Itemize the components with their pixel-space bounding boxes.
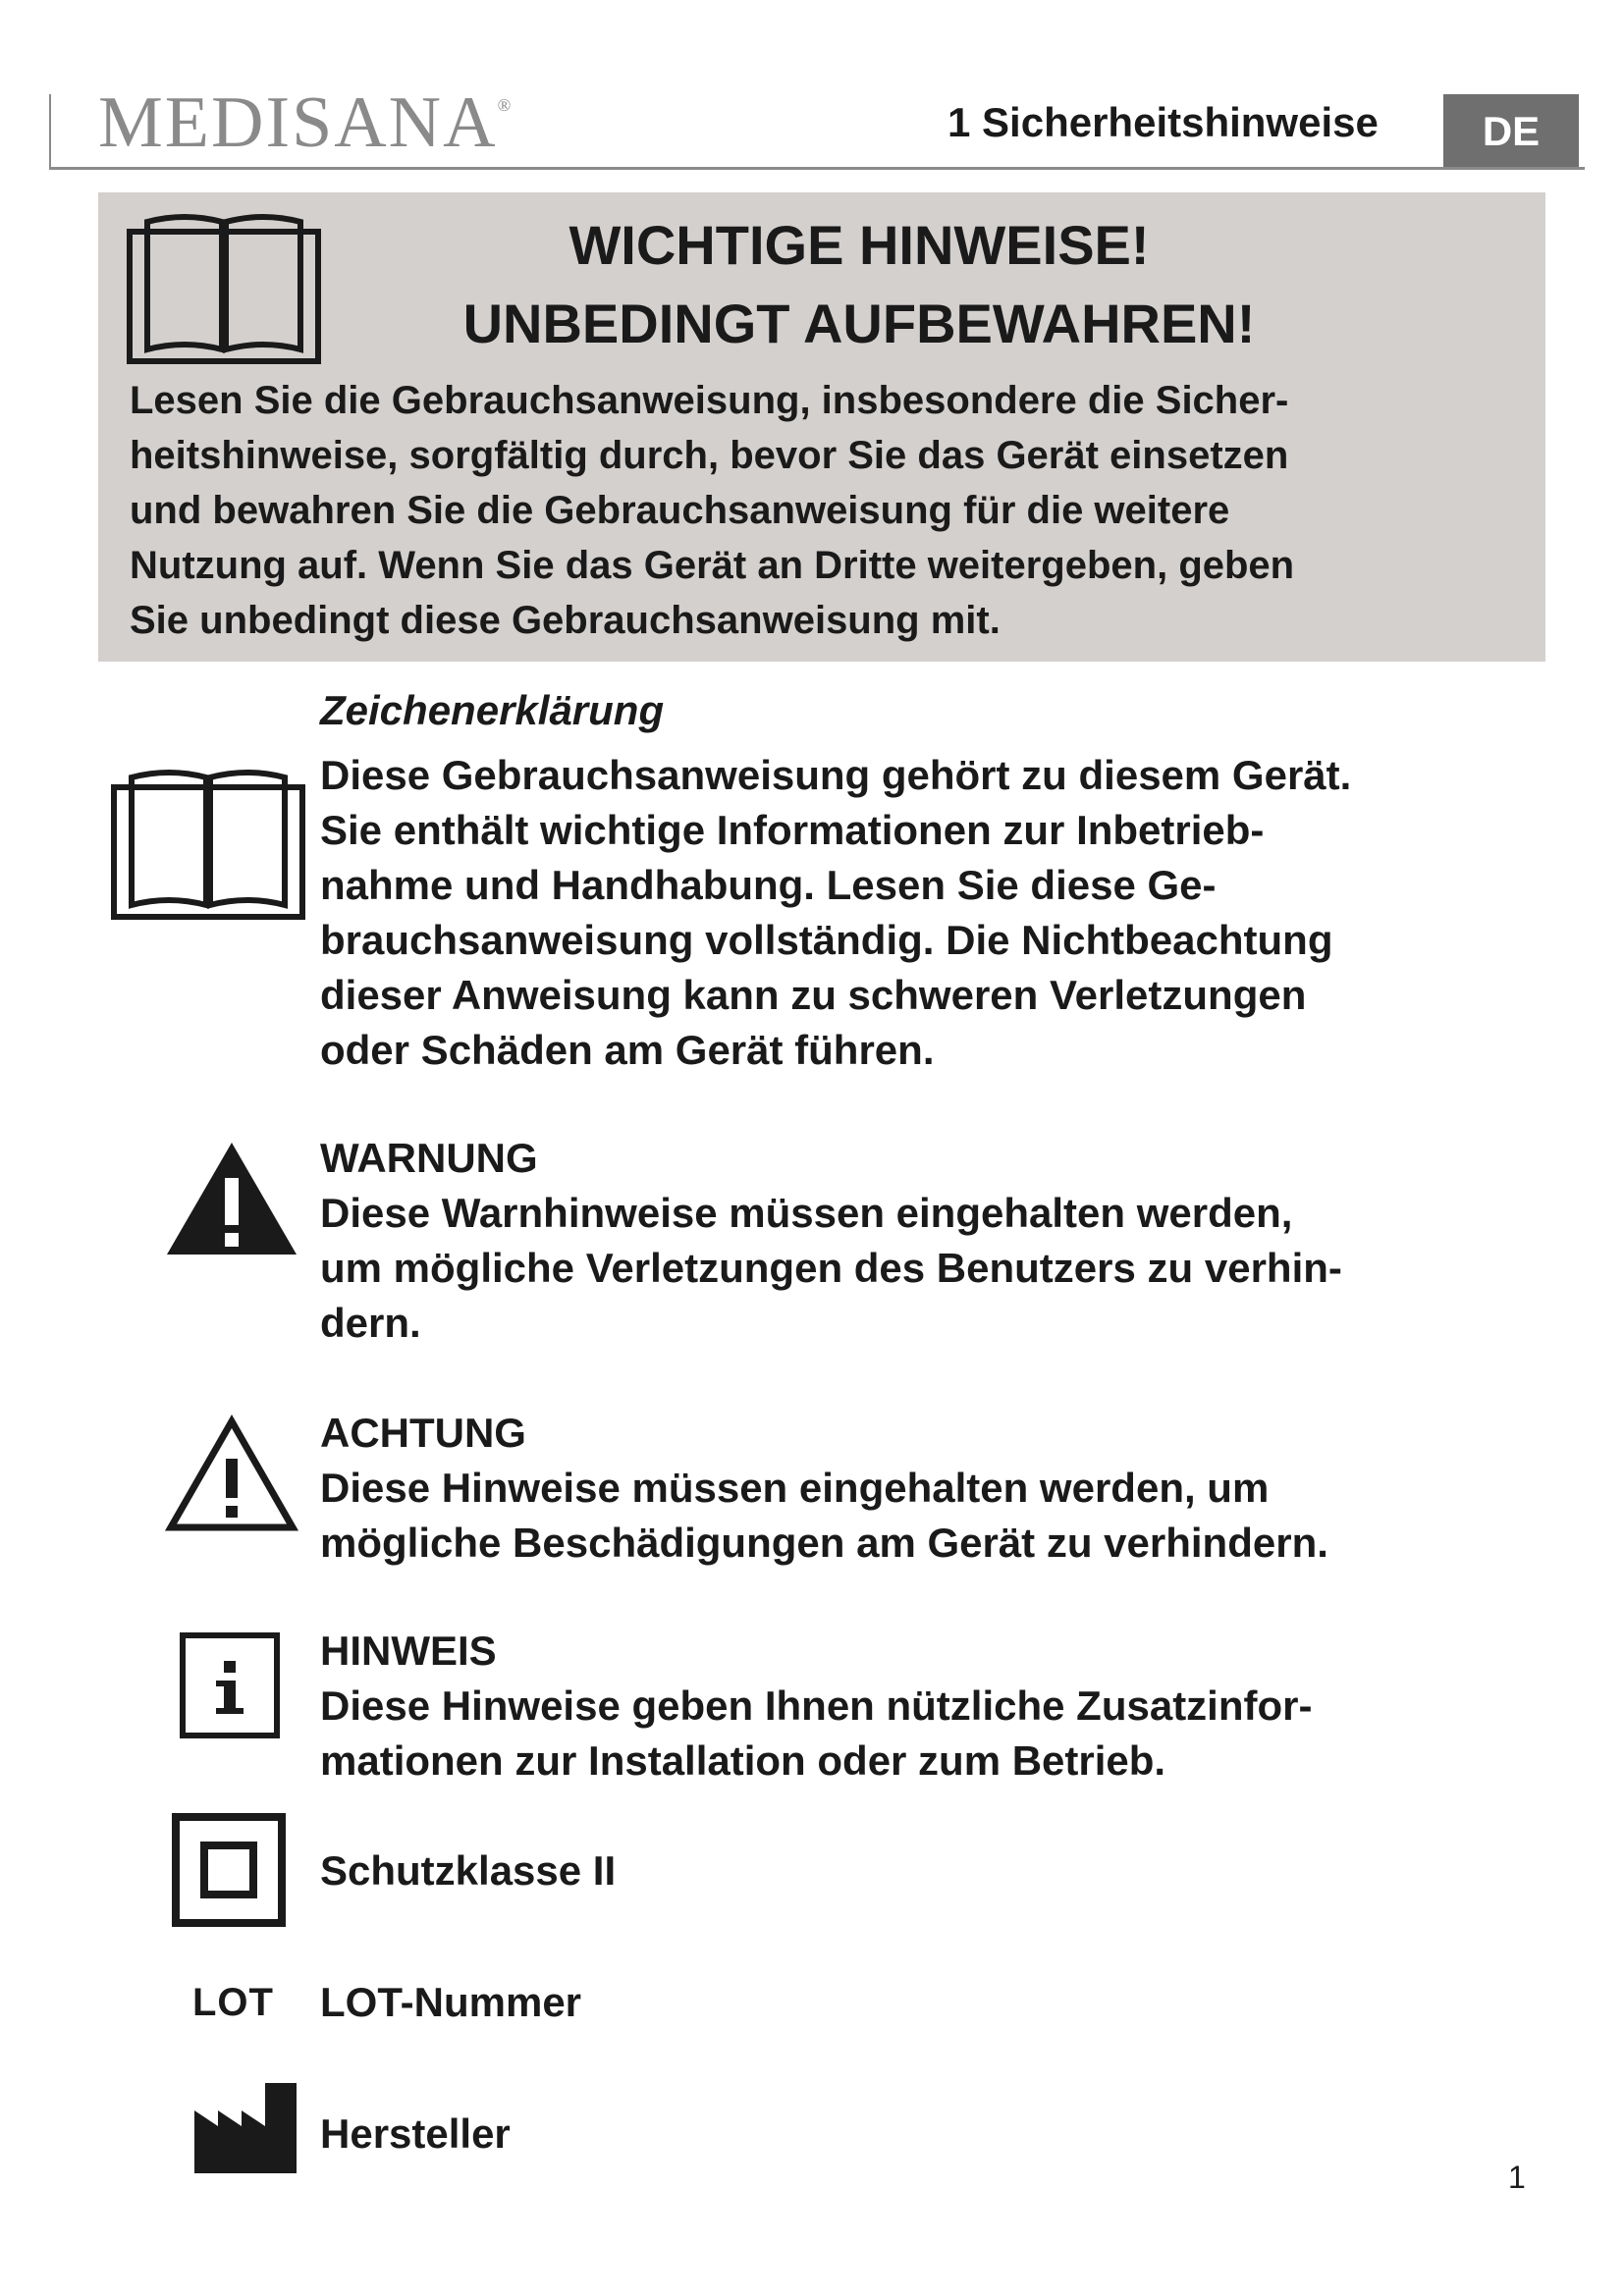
warning-description: Diese Warnhinweise müssen eingehalten werden, um mögliche Verletzungen des Benutzers zu verhin- dern. [320, 1190, 1342, 1346]
language-badge: DE [1443, 94, 1579, 169]
lot-symbol: LOT [192, 1981, 274, 2024]
note-description: Diese Hinweise geben Ihnen nützliche Zusatzinfor- mationen zur Installation oder zum Betrieb. [320, 1682, 1313, 1784]
book-icon [110, 758, 306, 923]
important-title: WICHTIGE HINWEISE! UNBEDINGT AUFBEWAHREN! [462, 214, 1256, 354]
manual-description: Diese Gebrauchsanweisung gehört zu diesem Gerät. Sie enthält wichtige Informationen zur Inbetrieb- nahme und Handhabung. Lesen Sie diese Ge- brauchsanweisung vollständig. Die Nichtbeachtung dieser Anweisung kann zu schweren Verletzungen oder Schäden am Gerät führen. [320, 752, 1352, 1073]
note-title: HINWEIS [320, 1628, 497, 1674]
manufacturer-label: Hersteller [320, 2110, 511, 2157]
page-number: 1 [1508, 2160, 1526, 2195]
brand-logo: MEDISANA® [98, 82, 514, 163]
factory-icon [192, 2081, 298, 2175]
legend-heading: Zeichenerklärung [320, 687, 665, 733]
caution-description: Diese Hinweise müssen eingehalten werden, um mögliche Beschädigungen am Gerät zu verhindern. [320, 1465, 1328, 1566]
important-text: Lesen Sie die Gebrauchsanweisung, insbesondere die Sicher- heitshinweise, sorgfältig durch, bevor Sie das Gerät einsetzen und bewahren Sie die Gebrauchsanweisung für die weitere Nutzung auf. Wenn Sie das Gerät an Dritte weitergeben, geben Sie unbedingt diese Gebrauchsanweisung mit. [130, 379, 1295, 642]
book-icon [126, 202, 322, 367]
lot-number-label: LOT-Nummer [320, 1979, 582, 2025]
warning-filled-icon [163, 1139, 300, 1258]
info-icon [179, 1631, 281, 1739]
section-title: 1 Sicherheitshinweise [947, 99, 1379, 145]
double-square-icon [171, 1812, 287, 1928]
header-divider [49, 167, 1585, 170]
warning-title: WARNUNG [320, 1135, 538, 1181]
header-divider-left [49, 94, 51, 169]
warning-outline-icon [163, 1414, 300, 1533]
caution-title: ACHTUNG [320, 1410, 526, 1456]
protection-class-label: Schutzklasse II [320, 1847, 617, 1894]
